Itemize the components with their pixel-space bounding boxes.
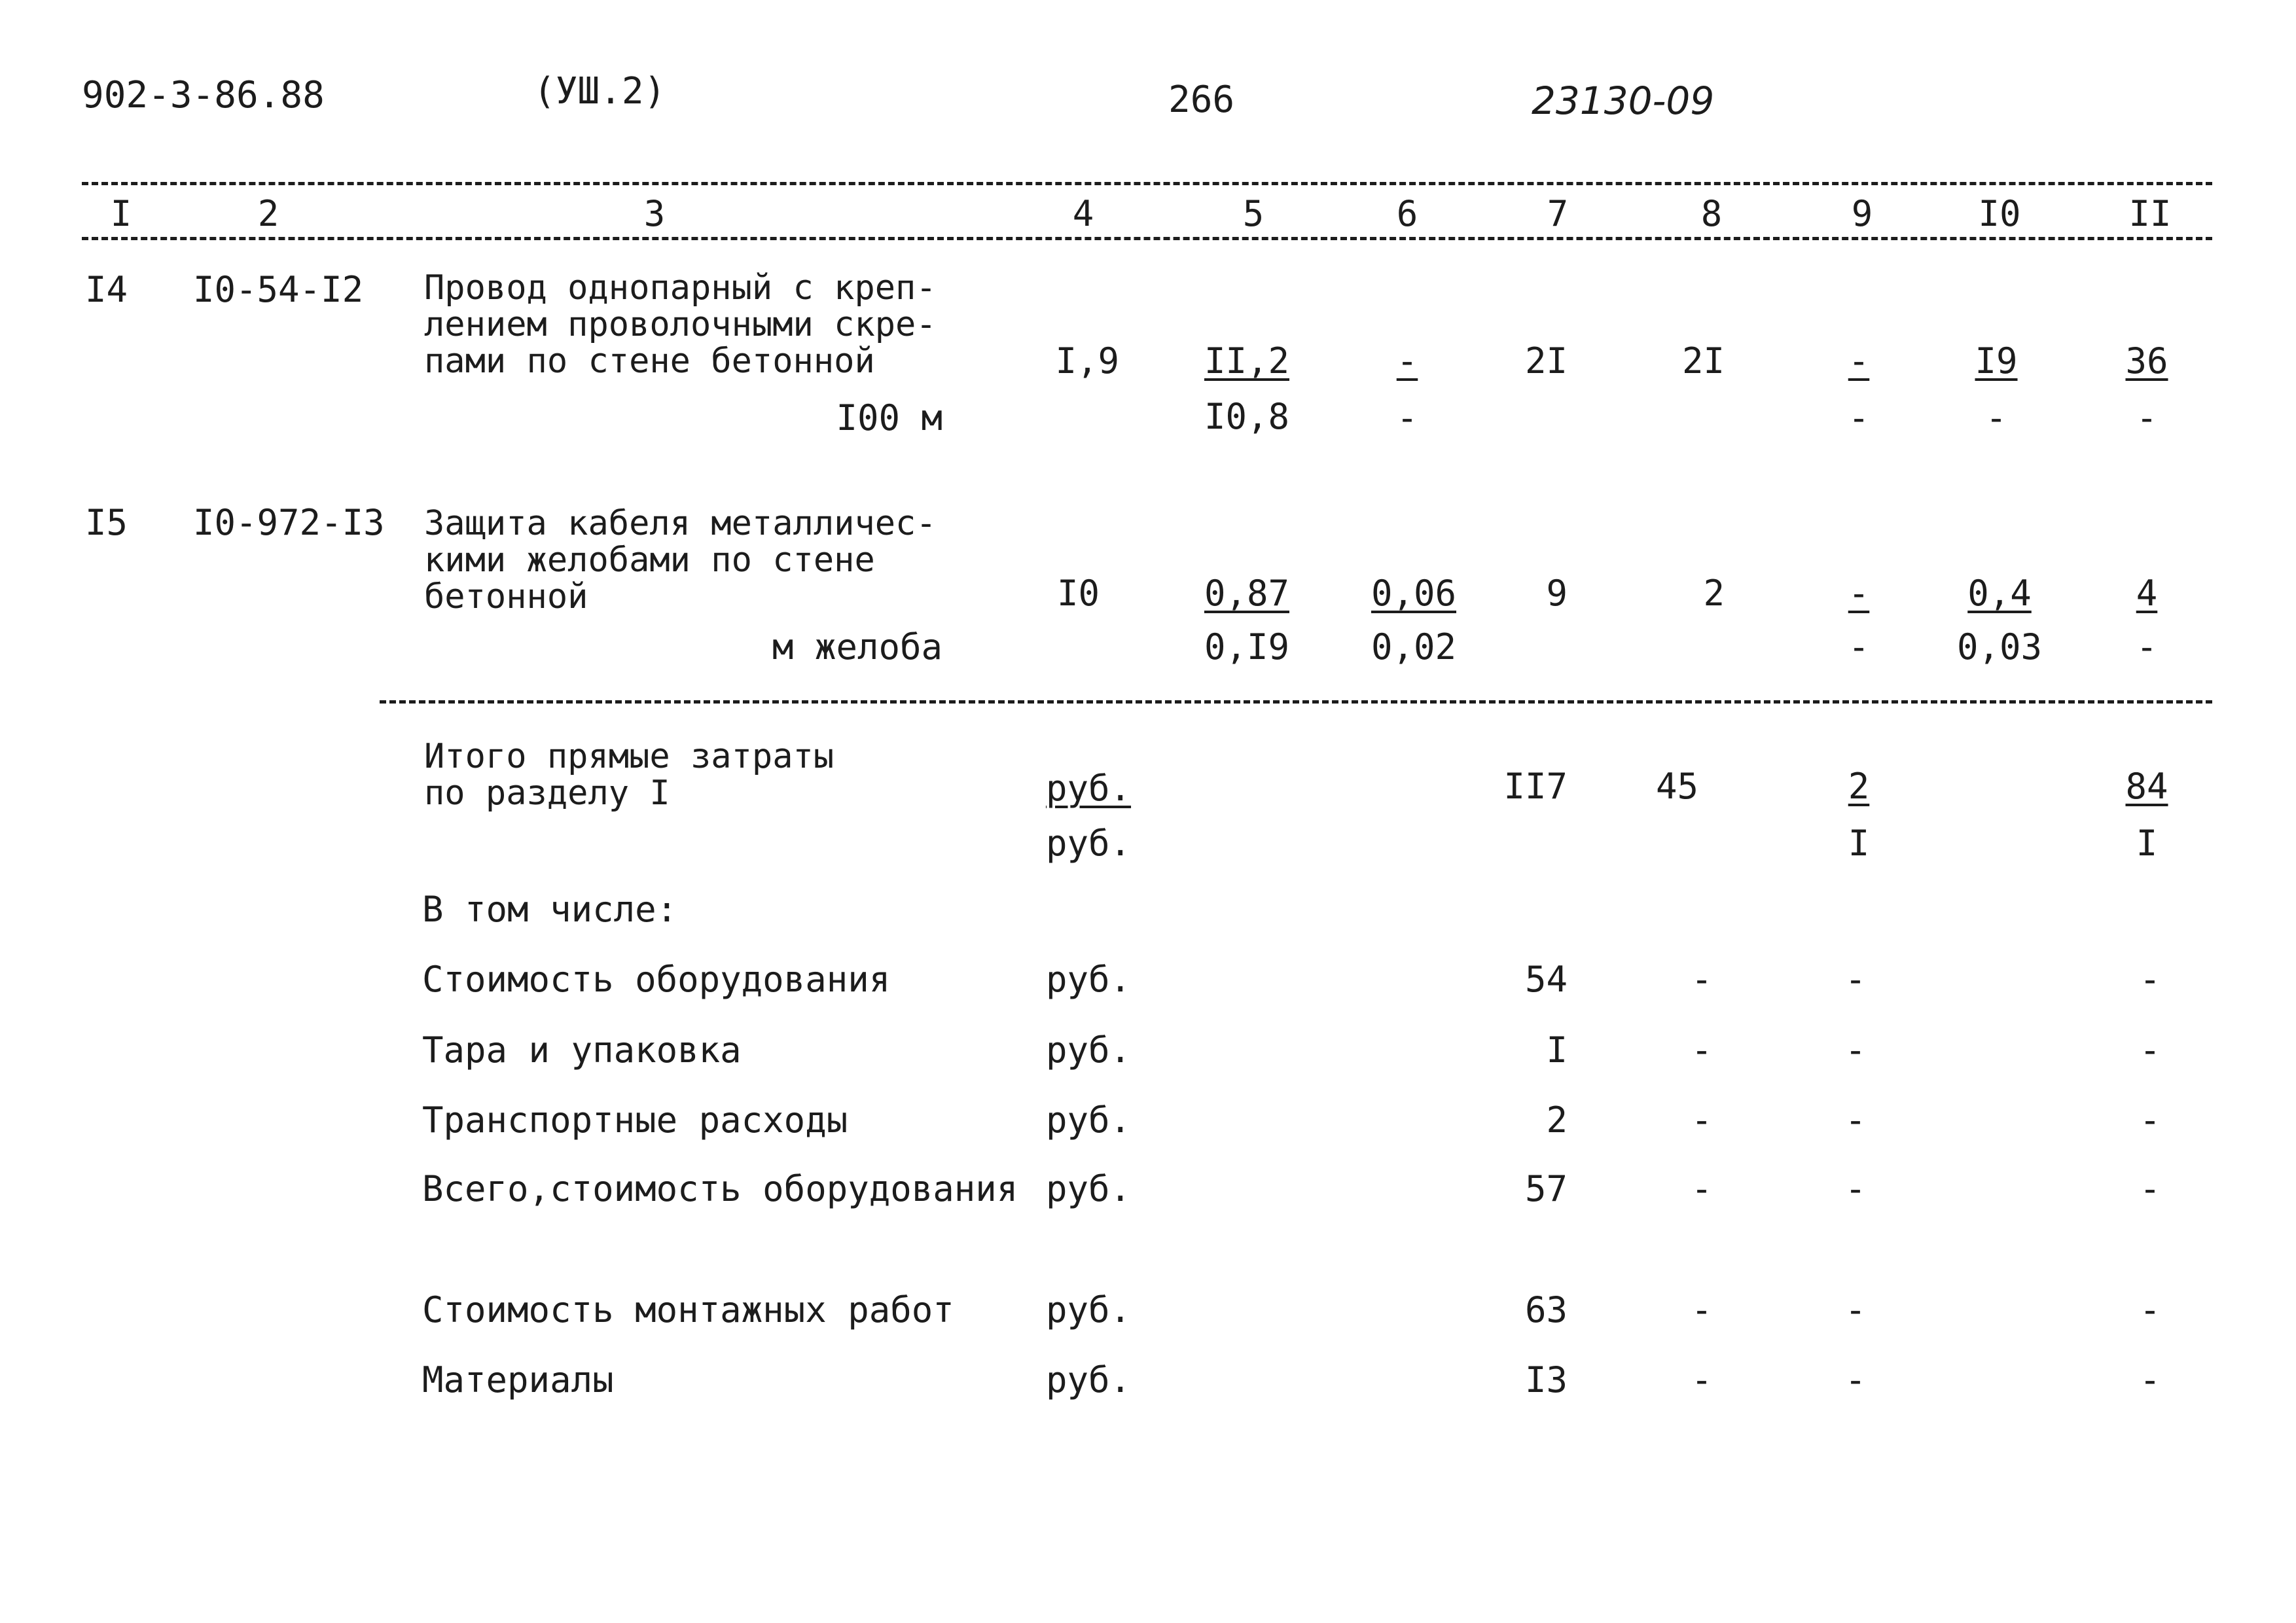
summary-col7: I <box>1546 1029 1568 1071</box>
summary-label: Материалы <box>422 1359 614 1400</box>
col10-bottom: - <box>1985 397 2007 438</box>
summary-col8: - <box>1691 1289 1713 1330</box>
item-unit: м желоба <box>772 626 942 668</box>
row-number: I5 <box>85 502 128 543</box>
total-unit-bottom: руб. <box>1046 823 1132 864</box>
col11-bottom: - <box>2136 397 2158 438</box>
rate-code: I0-972-I3 <box>193 502 385 543</box>
summary-unit: руб. <box>1046 1099 1132 1141</box>
summary-col7: 54 <box>1524 959 1568 1000</box>
summary-col11: - <box>2139 1289 2161 1330</box>
col-header-7: 7 <box>1547 193 1569 234</box>
col7-value: 2I <box>1524 340 1568 382</box>
summary-col11: - <box>2139 959 2161 1000</box>
summary-col8: - <box>1691 959 1713 1000</box>
col6-top: - <box>1396 340 1418 382</box>
total-col7: II7 <box>1503 766 1568 807</box>
item-description: Провод однопарный с креп- лением проволочными скре- пами по стене бетонной <box>424 268 937 381</box>
summary-label: Стоимость монтажных работ <box>422 1289 954 1330</box>
total-col11-bottom: I <box>2136 823 2158 864</box>
summary-col11: - <box>2139 1168 2161 1209</box>
col8-value: 2 <box>1703 573 1725 614</box>
header-bottom-rule <box>82 237 2212 240</box>
summary-label: Транспортные расходы <box>422 1099 848 1141</box>
col11-top: 4 <box>2136 573 2158 614</box>
total-col9-top: 2 <box>1848 766 1870 807</box>
summary-label: Тара и упаковка <box>422 1029 742 1071</box>
col-header-1: I <box>110 193 132 234</box>
col6-bottom: 0,02 <box>1371 626 1457 668</box>
summary-unit: руб. <box>1046 1289 1132 1330</box>
total-label: Итого прямые затраты по разделу I <box>424 737 834 813</box>
summary-col7: 57 <box>1524 1168 1568 1209</box>
summary-col7: I3 <box>1524 1359 1568 1400</box>
col11-top: 36 <box>2125 340 2168 382</box>
col-header-2: 2 <box>257 193 279 234</box>
sheet-reference: 23130-09 <box>1532 79 1715 123</box>
page-number: 266 <box>1168 79 1235 121</box>
col10-top: 0,4 <box>1967 573 2032 614</box>
summary-col11: - <box>2139 1099 2161 1141</box>
col11-bottom: - <box>2136 626 2158 668</box>
col7-value: 9 <box>1546 573 1568 614</box>
col5-bottom: 0,I9 <box>1204 626 1289 668</box>
summary-col9: - <box>1844 1099 1867 1141</box>
total-col8: 45 <box>1655 766 1698 807</box>
item-description: Защита кабеля металличес- кими желобами по стене бетонной <box>424 504 937 616</box>
col5-top: 0,87 <box>1204 573 1289 614</box>
col-header-6: 6 <box>1396 193 1418 234</box>
summary-unit: руб. <box>1046 959 1132 1000</box>
col4-value: I0 <box>1056 573 1100 614</box>
summary-unit: руб. <box>1046 1168 1132 1209</box>
summary-col9: - <box>1844 1029 1867 1071</box>
summary-col11: - <box>2139 1029 2161 1071</box>
summary-col8: - <box>1691 1359 1713 1400</box>
summary-col11: - <box>2139 1359 2161 1400</box>
including-label: В том числе: <box>422 889 678 930</box>
col-header-10: I0 <box>1978 193 2021 234</box>
summary-col7: 2 <box>1546 1099 1568 1141</box>
summary-unit: руб. <box>1046 1359 1132 1400</box>
col8-value: 2I <box>1681 340 1725 382</box>
col9-top: - <box>1848 340 1870 382</box>
header-top-rule <box>82 182 2212 185</box>
summary-col8: - <box>1691 1099 1713 1141</box>
summary-col8: - <box>1691 1168 1713 1209</box>
col6-top: 0,06 <box>1371 573 1457 614</box>
volume-label: (УШ.2) <box>533 70 666 113</box>
col5-top: II,2 <box>1204 340 1289 382</box>
rate-code: I0-54-I2 <box>193 269 364 310</box>
summary-label: Всего,стоимость оборудования <box>422 1168 1018 1209</box>
col-header-11: II <box>2128 193 2172 234</box>
col-header-4: 4 <box>1072 193 1094 234</box>
col5-bottom: I0,8 <box>1204 396 1289 437</box>
summary-col9: - <box>1844 959 1867 1000</box>
summary-col8: - <box>1691 1029 1713 1071</box>
summary-col7: 63 <box>1524 1289 1568 1330</box>
document-code: 902-3-86.88 <box>82 74 325 116</box>
summary-col9: - <box>1844 1359 1867 1400</box>
col9-bottom: - <box>1848 626 1870 668</box>
summary-unit: руб. <box>1046 1029 1132 1071</box>
col9-top: - <box>1848 573 1870 614</box>
total-col9-bottom: I <box>1848 823 1870 864</box>
col-header-3: 3 <box>643 193 666 234</box>
row-number: I4 <box>85 269 128 310</box>
col4-value: I,9 <box>1055 340 1119 382</box>
col9-bottom: - <box>1848 397 1870 438</box>
section-divider <box>380 700 2212 704</box>
summary-label: Стоимость оборудования <box>422 959 891 1000</box>
item-unit: I00 м <box>836 397 942 438</box>
col-header-5: 5 <box>1242 193 1265 234</box>
summary-col9: - <box>1844 1289 1867 1330</box>
col-header-9: 9 <box>1851 193 1873 234</box>
col10-bottom: 0,03 <box>1956 626 2043 668</box>
col6-bottom: - <box>1396 397 1418 438</box>
total-col11-top: 84 <box>2125 766 2168 807</box>
col10-top: I9 <box>1975 340 2018 382</box>
col-header-8: 8 <box>1700 193 1723 234</box>
total-unit-top: руб. <box>1046 768 1132 809</box>
summary-col9: - <box>1844 1168 1867 1209</box>
